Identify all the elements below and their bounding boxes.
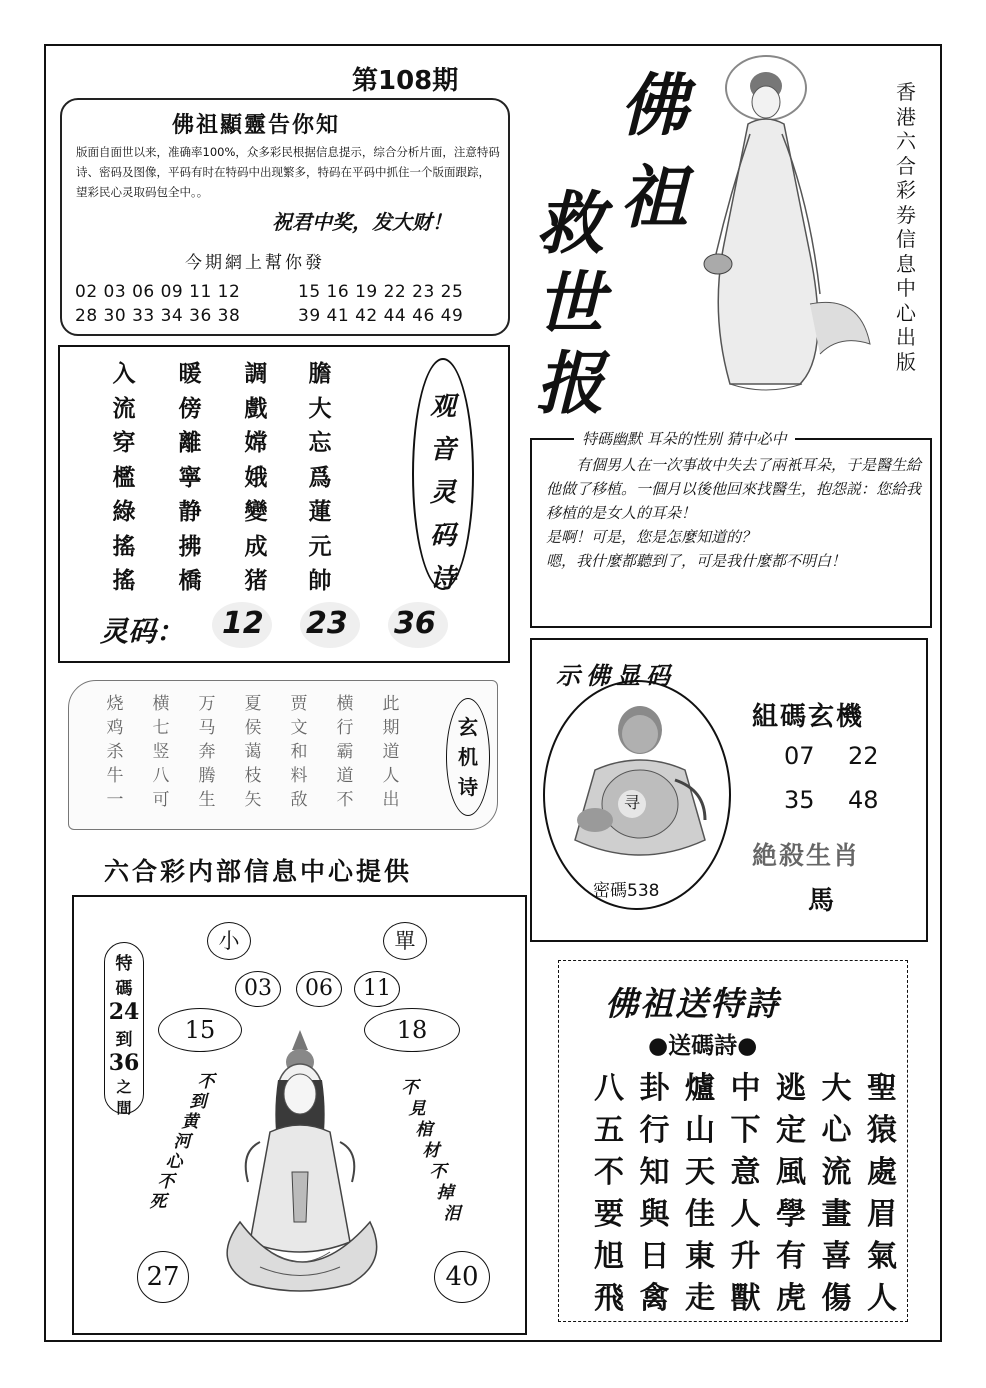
- poem-char: 可: [152, 790, 170, 810]
- vertical-char: 观: [429, 392, 456, 422]
- poem-char: 橋: [178, 567, 202, 594]
- poem-column: [100, 692, 130, 812]
- poem-column: [679, 1068, 721, 1320]
- notice-blessing: 祝君中奖，发大财！: [272, 210, 452, 234]
- lingma-label: 灵码：: [100, 615, 185, 648]
- poem-char: 搖: [112, 532, 136, 560]
- poem-column: [192, 692, 222, 812]
- poem-char: 暖: [178, 360, 202, 387]
- poem-char: 定: [776, 1113, 806, 1148]
- buddha-char: 寻: [618, 790, 646, 818]
- poem-char: 旭: [594, 1239, 624, 1274]
- poem-column: [236, 357, 276, 599]
- number-circle: 40: [434, 1251, 490, 1303]
- poem-char: 搖: [112, 567, 136, 594]
- combo-number: 22: [848, 742, 879, 770]
- poem-char: 帥: [308, 567, 332, 594]
- poem-char: 逃: [776, 1071, 806, 1106]
- number-oval: 03: [235, 971, 281, 1007]
- vertical-char: 彩: [896, 178, 916, 202]
- poem-char: 敌: [290, 790, 308, 810]
- label-small: 小: [207, 922, 251, 960]
- publisher-vertical-text: [893, 80, 919, 374]
- poem-char: 不: [594, 1155, 624, 1190]
- proverb-char: 泪: [443, 1204, 461, 1224]
- poem-column: [770, 1068, 812, 1320]
- poem-char: 離: [178, 429, 202, 456]
- poem-char: 意: [730, 1155, 761, 1190]
- poem-char: 虎: [776, 1281, 806, 1316]
- poem-char: 竖: [152, 742, 170, 762]
- poem-char: 膽: [308, 360, 332, 387]
- vertical-char: 息: [896, 251, 916, 276]
- poem-column: [861, 1068, 903, 1320]
- vertical-char: 中: [896, 276, 916, 300]
- proverb-char: 材: [422, 1141, 440, 1161]
- notice-title: 佛祖顯靈告你知: [172, 112, 341, 138]
- proverb-char: 不: [197, 1072, 215, 1092]
- poem-char: 喜: [821, 1239, 852, 1274]
- vertical-char: 合: [896, 153, 916, 178]
- poem-char: 蔼: [244, 742, 262, 762]
- poem-char: 期: [382, 718, 400, 738]
- poem-char: 蓮: [308, 498, 332, 525]
- guanyin-seated-illustration: [200, 1022, 412, 1302]
- notice-subtitle: 今期網上幫你發: [185, 253, 325, 273]
- poem-char: 卦: [639, 1071, 670, 1106]
- proverb-char: 心: [165, 1152, 183, 1172]
- poem-char: 佳: [685, 1197, 715, 1232]
- poem-char: 與: [639, 1197, 670, 1232]
- numbers-row2-left: 28 30 33 34 36 38: [75, 306, 241, 326]
- poem-char: 道: [336, 766, 354, 786]
- poem-char: 天: [685, 1155, 715, 1190]
- poem-column: [376, 692, 406, 812]
- poem-char: 静: [178, 498, 202, 525]
- lingma-number: 23: [306, 606, 348, 641]
- poem-char: 行: [336, 718, 354, 738]
- poem-char: 人: [382, 766, 400, 786]
- kill-zodiac-value: 馬: [808, 886, 835, 916]
- poem-char: 聖: [867, 1071, 897, 1106]
- proverb-char: 到: [189, 1092, 207, 1112]
- proverb-char: 死: [149, 1192, 167, 1212]
- poem-char: 道: [382, 742, 400, 762]
- send-poem-title: 佛祖送特詩: [605, 984, 780, 1023]
- number-oval: 11: [354, 971, 400, 1007]
- combo-title: 組碼玄機: [752, 702, 865, 732]
- proverb-char: 見: [408, 1099, 426, 1119]
- buddha-header: 示佛显码: [556, 661, 676, 690]
- vertical-char: 诗: [429, 564, 456, 594]
- vertical-char: 六: [896, 129, 916, 153]
- lingma-number: 12: [222, 606, 264, 641]
- number-oval: 18: [364, 1008, 460, 1052]
- poem-char: 入: [112, 360, 136, 387]
- proverb-char: 掉: [436, 1183, 454, 1203]
- poem-column: [238, 692, 268, 812]
- poem-column: [284, 692, 314, 812]
- proverb-char: 不: [429, 1162, 447, 1182]
- numbers-row2-right: 39 41 42 44 46 49: [298, 306, 464, 326]
- poem-char: 猿: [867, 1113, 897, 1148]
- poem-char: 爲: [308, 463, 332, 491]
- poem-char: 有: [776, 1239, 806, 1274]
- masthead-char: 世: [536, 264, 605, 344]
- poem-char: 學: [776, 1197, 806, 1232]
- joke-paragraph: 是啊！可是，您是怎麼知道的？: [546, 528, 757, 546]
- poem-char: 山: [685, 1113, 715, 1148]
- poem-column: [816, 1068, 858, 1320]
- send-poem-subtitle: ●送碼詩●: [648, 1032, 758, 1059]
- tag-char: 特: [115, 954, 133, 974]
- poem-char: 中: [730, 1071, 761, 1106]
- masthead-char: 祖: [620, 158, 689, 238]
- poem-char: 霸: [336, 742, 354, 762]
- poem-char: 横: [336, 694, 354, 714]
- vertical-char: 灵: [429, 478, 456, 508]
- poem-char: 夏: [244, 694, 262, 714]
- masthead-char: 报: [536, 344, 605, 424]
- tag-char: 到: [115, 1030, 133, 1050]
- proverb-char: 棺: [415, 1120, 433, 1140]
- number-oval: 15: [158, 1008, 242, 1052]
- combo-number: 48: [848, 786, 879, 814]
- xuanji-title: [446, 712, 490, 802]
- vertical-char: 心: [896, 300, 916, 325]
- poem-char: 一: [106, 790, 124, 810]
- poem-char: 出: [382, 790, 400, 810]
- poem-char: 眉: [867, 1197, 897, 1232]
- lingma-number: 36: [394, 606, 436, 641]
- poem-char: 知: [639, 1155, 670, 1190]
- numbers-row1-right: 15 16 19 22 23 25: [298, 282, 464, 302]
- poem-char: 獸: [730, 1281, 761, 1316]
- joke-body: [546, 453, 924, 573]
- poem-char: 東: [685, 1239, 715, 1274]
- combo-number: 07: [784, 742, 815, 770]
- masthead-char: 救: [536, 184, 605, 264]
- poem-char: 鸡: [106, 718, 124, 738]
- poem-char: 下: [730, 1113, 761, 1148]
- poem-char: 娥: [244, 463, 268, 491]
- poem-char: 氣: [867, 1239, 897, 1274]
- poem-char: 升: [730, 1239, 761, 1274]
- xuanji-scroll: [68, 680, 498, 830]
- proverb-char: 河: [173, 1132, 191, 1152]
- poem-char: 禽: [639, 1281, 670, 1316]
- poem-char: 調: [244, 360, 268, 387]
- poem-char: 不: [336, 790, 354, 810]
- poem-char: 日: [639, 1239, 670, 1274]
- poem-char: 牛: [106, 766, 124, 786]
- guanyin-title: [412, 386, 474, 601]
- poem-char: 穿: [112, 429, 136, 456]
- laughing-buddha-illustration: [565, 700, 715, 860]
- poem-char: 流: [112, 394, 136, 422]
- poem-char: 元: [308, 532, 332, 560]
- poem-char: 侯: [244, 718, 262, 738]
- poem-char: 腾: [198, 766, 216, 786]
- poem-char: 人: [730, 1197, 761, 1232]
- poem-char: 马: [198, 718, 216, 738]
- joke-paragraph: 嗯，我什麼都聽到了，可是我什麼都不明白！: [546, 552, 847, 570]
- poem-column: [170, 357, 210, 599]
- poem-char: 大: [308, 394, 332, 422]
- poem-char: 綠: [112, 498, 136, 525]
- tag-char: 間: [116, 1099, 132, 1117]
- proverb-char: 不: [157, 1172, 175, 1192]
- poem-char: 拂: [178, 532, 202, 560]
- poem-char: 飛: [594, 1281, 624, 1316]
- issue-number: 第108期: [352, 66, 459, 96]
- vertical-char: 券: [896, 202, 916, 227]
- poem-char: 此: [382, 694, 400, 714]
- tag-to: 36: [108, 1050, 140, 1076]
- poem-char: 七: [152, 718, 170, 738]
- poem-char: 嫦: [244, 429, 268, 456]
- poem-char: 大: [821, 1071, 852, 1106]
- joke-paragraph: 有個男人在一次事故中失去了兩衹耳朵，于是醫生給他做了移植。一個月以後他回來找醫生，抱怨説：您給我移植的是女人的耳朵！: [546, 456, 922, 522]
- provider-line: 六合彩内部信息中心提供: [104, 857, 413, 886]
- vertical-char: 港: [896, 104, 916, 129]
- joke-title: 特碼幽默 耳朵的性别 猜中必中: [574, 428, 795, 449]
- numbers-row1-left: 02 03 06 09 11 12: [75, 282, 241, 302]
- poem-char: 烧: [106, 694, 124, 714]
- poem-char: 心: [821, 1113, 852, 1148]
- secret-code: 密碼538: [593, 881, 660, 901]
- vertical-char: 香: [896, 80, 916, 104]
- poem-char: 和: [290, 742, 308, 762]
- tag-from: 24: [108, 999, 140, 1025]
- poem-char: 八: [594, 1071, 624, 1106]
- poem-char: 人: [867, 1281, 897, 1316]
- proverb-char: 不: [401, 1078, 419, 1098]
- kill-zodiac-label: 絶殺生肖: [752, 841, 861, 870]
- vertical-char: 码: [429, 521, 456, 551]
- poem-char: 贾: [290, 694, 308, 714]
- poem-column: [634, 1068, 676, 1320]
- poem-char: 走: [685, 1281, 715, 1316]
- poem-char: 枝: [244, 766, 262, 786]
- poem-char: 生: [198, 790, 216, 810]
- special-code-range-tag: [104, 942, 144, 1117]
- vertical-char: 出: [896, 325, 916, 349]
- poem-column: [588, 1068, 630, 1320]
- poem-column: [725, 1068, 767, 1320]
- poem-char: 戲: [244, 394, 268, 422]
- vertical-char: 音: [429, 435, 456, 465]
- poem-char: 横: [152, 694, 170, 714]
- poem-char: 行: [639, 1113, 670, 1148]
- tag-char: 之: [116, 1078, 132, 1096]
- poem-char: 要: [594, 1197, 624, 1232]
- poem-char: 料: [290, 766, 308, 786]
- poem-char: 流: [821, 1155, 852, 1190]
- number-oval: 06: [296, 971, 342, 1007]
- poem-char: 五: [594, 1113, 624, 1148]
- poem-char: 傷: [821, 1281, 852, 1316]
- poem-column: [146, 692, 176, 812]
- poem-char: 成: [244, 532, 268, 560]
- poem-char: 檻: [112, 463, 136, 491]
- poem-column: [104, 357, 144, 599]
- masthead-char: 佛: [620, 66, 689, 146]
- number-circle: 27: [137, 1251, 189, 1303]
- vertical-char: 机: [458, 745, 478, 769]
- notice-body: 版面自面世以来，准确率100%，众多彩民根据信息提示，综合分析片面，注意特码诗、密码及图像，平码有时在特码中出现繁多，特码在平码中抓住一个版面跟踪，望彩民心灵取码包全中。。: [76, 145, 500, 199]
- poem-char: 八: [152, 766, 170, 786]
- poem-column: [300, 357, 340, 599]
- tag-char: 碼: [115, 979, 133, 999]
- poem-char: 爐: [685, 1071, 715, 1106]
- poem-char: 處: [867, 1155, 897, 1190]
- poem-char: 杀: [106, 742, 124, 762]
- poem-char: 矢: [244, 790, 262, 810]
- vertical-char: 诗: [458, 775, 478, 799]
- poem-char: 變: [244, 498, 268, 525]
- poem-column: [330, 692, 360, 812]
- poem-char: 寧: [178, 463, 202, 491]
- poem-char: 傍: [178, 394, 202, 422]
- poem-char: 風: [776, 1155, 806, 1190]
- vertical-char: 信: [896, 227, 916, 251]
- vertical-char: 版: [896, 349, 916, 374]
- poem-char: 忘: [308, 429, 332, 456]
- poem-char: 猪: [244, 567, 268, 594]
- guanyin-standing-illustration: [690, 54, 886, 398]
- poem-char: 万: [198, 694, 216, 714]
- poem-char: 奔: [198, 742, 216, 762]
- combo-number: 35: [784, 786, 815, 814]
- poem-char: 文: [290, 718, 308, 738]
- label-single: 單: [383, 922, 427, 960]
- proverb-char: 黄: [181, 1112, 199, 1132]
- poem-char: 畫: [821, 1197, 852, 1232]
- vertical-char: 玄: [458, 715, 478, 739]
